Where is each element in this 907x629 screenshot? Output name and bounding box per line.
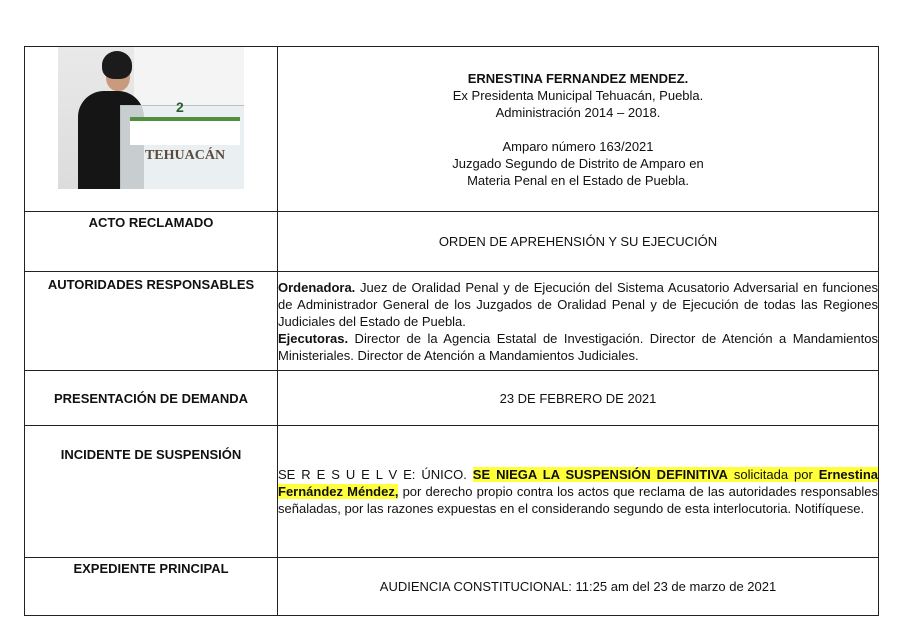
ordenadora-text: Juez de Oralidad Penal y de Ejecución del Sistema Acusatorio Adversarial en funciones de Administrador General de los Juzgados de Oralidad Penal y de Ejecución de todas las Regiones Judiciales del Estado de Puebla.	[278, 279, 878, 329]
court-line-2: Materia Penal en el Estado de Puebla.	[467, 172, 689, 188]
autoridades-row	[25, 272, 879, 371]
case-summary-table	[24, 46, 879, 616]
acto-label: ACTO RECLAMADO	[25, 212, 278, 272]
photo-podium-text: TEHUACÁN	[144, 148, 226, 163]
incidente-label: INCIDENTE DE SUSPENSIÓN	[25, 426, 278, 558]
autoridades-value	[278, 272, 879, 371]
defendant-position: Ex Presidenta Municipal Tehuacán, Puebla.	[452, 87, 704, 103]
header-row	[25, 47, 879, 212]
incidente-value	[278, 426, 879, 558]
incidente-row	[25, 426, 879, 558]
ejecutoras-text: Director de la Agencia Estatal de Investigación. Director de Atención a Mandamientos Ministeriales. Director de Atención a Mandamientos Judiciales.	[278, 330, 878, 363]
expediente-label: EXPEDIENTE PRINCIPAL	[25, 558, 278, 616]
presentacion-label: PRESENTACIÓN DE DEMANDA	[25, 371, 278, 426]
acto-value: ORDEN DE APREHENSIÓN Y SU EJECUCIÓN	[278, 212, 879, 272]
ejecutoras-paragraph	[278, 330, 878, 364]
autoridades-label: AUTORIDADES RESPONSABLES	[25, 272, 278, 371]
administration-period: Administración 2014 – 2018.	[495, 104, 661, 120]
resolution-name: Ernestina Fernández Méndez,	[278, 467, 879, 499]
portrait-photo	[58, 47, 244, 189]
expediente-value: AUDIENCIA CONSTITUCIONAL: 11:25 am del 23 de marzo de 2021	[278, 558, 879, 616]
resolution-highlight: SE NIEGA LA SUSPENSIÓN DEFINITIVA	[472, 467, 728, 482]
ejecutoras-label: Ejecutoras.	[278, 330, 349, 346]
resolution-body: por derecho propio contra los actos que reclama de las autoridades responsables señaladas, por las razones expuestas en el considerando segundo de esta interlocutoria. Notifíquese.	[278, 484, 878, 516]
court-line-1: Juzgado Segundo de Distrito de Amparo en	[452, 155, 704, 171]
resolution-intro: SE R E S U E L V E: ÚNICO.	[278, 467, 473, 482]
amparo-number: Amparo número 163/2021	[502, 138, 654, 154]
resolution-solicitada: solicitada por	[727, 467, 819, 482]
expediente-row	[25, 558, 879, 616]
case-header	[278, 47, 879, 212]
photo-sign-number: 2	[176, 99, 184, 115]
ordenadora-paragraph	[278, 279, 878, 330]
presentacion-value: 23 DE FEBRERO DE 2021	[278, 371, 879, 426]
photo-cell	[25, 47, 278, 212]
defendant-name: ERNESTINA FERNANDEZ MENDEZ.	[467, 70, 689, 86]
acto-row	[25, 212, 879, 272]
ordenadora-label: Ordenadora.	[278, 279, 356, 295]
presentacion-row	[25, 371, 879, 426]
